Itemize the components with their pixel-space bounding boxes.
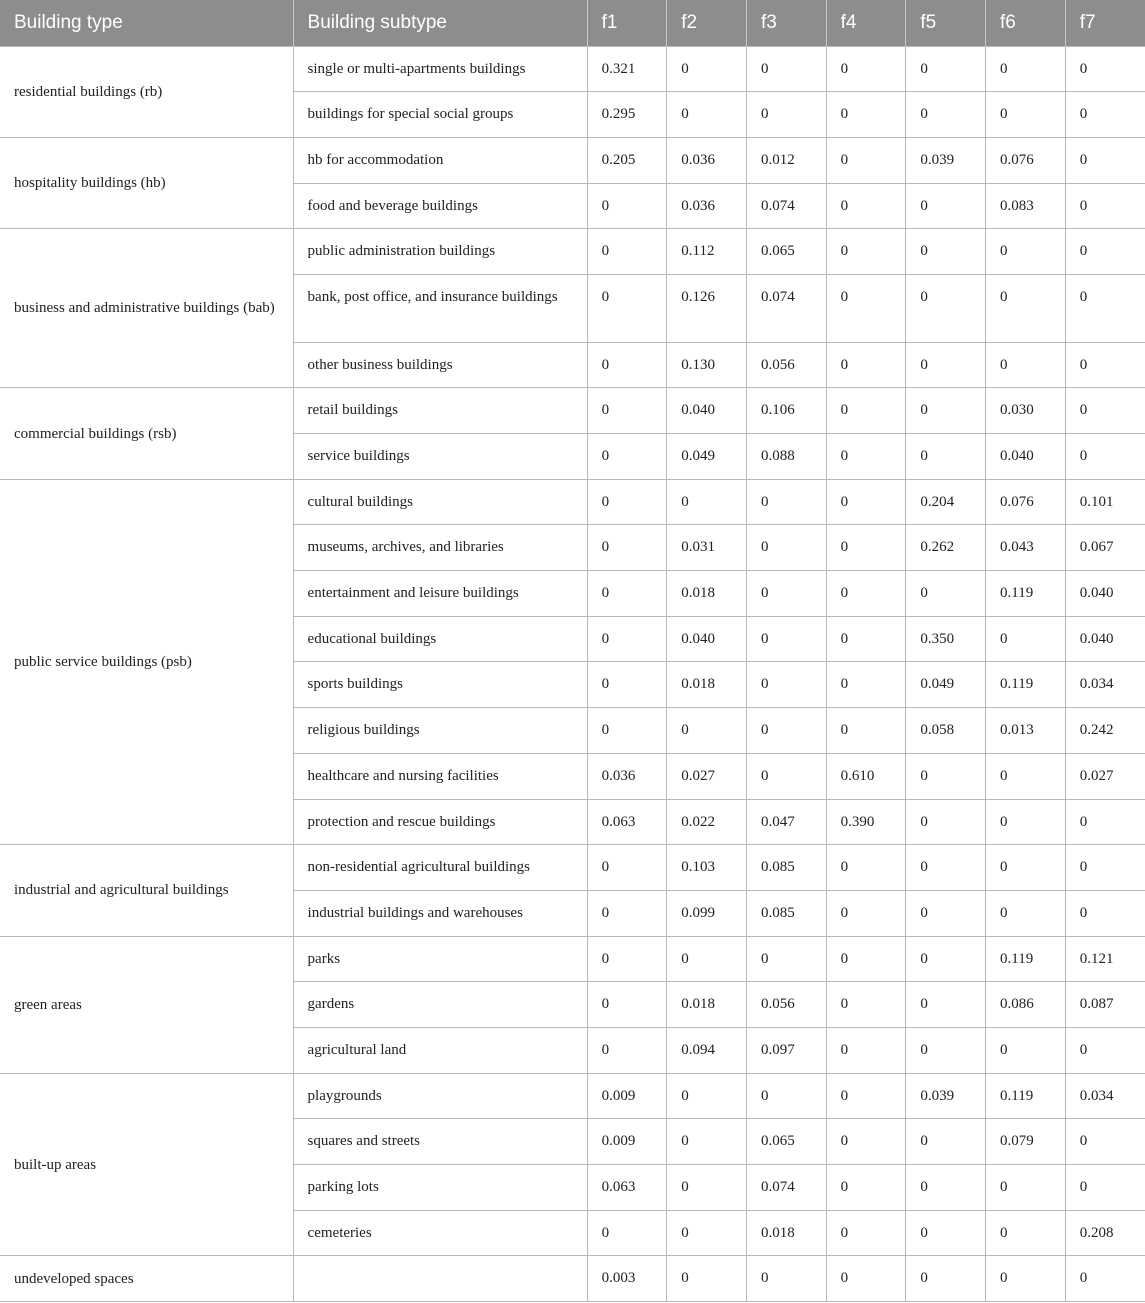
f5-value-cell: 0.204 (906, 479, 986, 525)
f4-value-cell: 0 (826, 137, 906, 183)
f5-value-cell: 0.039 (906, 137, 986, 183)
f4-value-cell: 0 (826, 845, 906, 891)
f1-value-cell: 0 (587, 890, 667, 936)
f7-value-cell: 0.087 (1065, 982, 1145, 1028)
f5-value-cell: 0 (906, 799, 986, 845)
building-subtype-cell: bank, post office, and insurance buildings (293, 274, 587, 342)
f4-value-cell: 0 (826, 982, 906, 1028)
f7-value-cell: 0.027 (1065, 753, 1145, 799)
building-subtype-cell: parking lots (293, 1165, 587, 1211)
f7-value-cell: 0 (1065, 1027, 1145, 1073)
building-subtype-cell: hb for accommodation (293, 137, 587, 183)
f6-value-cell: 0 (986, 616, 1066, 662)
f1-value-cell: 0.063 (587, 1165, 667, 1211)
header-building-type: Building type (0, 0, 293, 46)
f6-value-cell: 0 (986, 845, 1066, 891)
f6-value-cell: 0 (986, 799, 1066, 845)
f6-value-cell: 0.119 (986, 571, 1066, 617)
f2-value-cell: 0.022 (667, 799, 747, 845)
f6-value-cell: 0 (986, 753, 1066, 799)
f1-value-cell: 0 (587, 936, 667, 982)
f4-value-cell: 0 (826, 1073, 906, 1119)
f5-value-cell: 0 (906, 92, 986, 138)
f1-value-cell: 0 (587, 434, 667, 480)
building-subtype-cell: agricultural land (293, 1027, 587, 1073)
f3-value-cell: 0 (746, 479, 826, 525)
f1-value-cell: 0.009 (587, 1119, 667, 1165)
f3-value-cell: 0.106 (746, 388, 826, 434)
f3-value-cell: 0 (746, 46, 826, 92)
f6-value-cell: 0 (986, 1210, 1066, 1256)
f6-value-cell: 0.013 (986, 708, 1066, 754)
f3-value-cell: 0.097 (746, 1027, 826, 1073)
f3-value-cell: 0 (746, 571, 826, 617)
f3-value-cell: 0.065 (746, 229, 826, 275)
f3-value-cell: 0.065 (746, 1119, 826, 1165)
f7-value-cell: 0 (1065, 137, 1145, 183)
f2-value-cell: 0.040 (667, 616, 747, 662)
building-type-cell: commercial buildings (rsb) (0, 388, 293, 479)
f4-value-cell: 0 (826, 46, 906, 92)
f3-value-cell: 0.018 (746, 1210, 826, 1256)
header-f3: f3 (746, 0, 826, 46)
building-type-cell: built-up areas (0, 1073, 293, 1256)
f5-value-cell: 0.262 (906, 525, 986, 571)
building-subtype-cell: healthcare and nursing facilities (293, 753, 587, 799)
f2-value-cell: 0 (667, 1119, 747, 1165)
building-type-cell: business and administrative buildings (bab) (0, 229, 293, 388)
building-subtype-cell: other business buildings (293, 342, 587, 388)
f2-value-cell: 0.103 (667, 845, 747, 891)
f3-value-cell: 0 (746, 936, 826, 982)
table-row (0, 845, 1145, 891)
f4-value-cell: 0 (826, 708, 906, 754)
f3-value-cell: 0.088 (746, 434, 826, 480)
header-row (0, 0, 1145, 46)
f6-value-cell: 0.086 (986, 982, 1066, 1028)
table-row (0, 1256, 1145, 1302)
f3-value-cell: 0 (746, 708, 826, 754)
f7-value-cell: 0.242 (1065, 708, 1145, 754)
f1-value-cell: 0 (587, 479, 667, 525)
f6-value-cell: 0.030 (986, 388, 1066, 434)
f3-value-cell: 0.012 (746, 137, 826, 183)
f2-value-cell: 0.099 (667, 890, 747, 936)
building-subtype-cell: playgrounds (293, 1073, 587, 1119)
f7-value-cell: 0 (1065, 1165, 1145, 1211)
f7-value-cell: 0 (1065, 92, 1145, 138)
f7-value-cell: 0 (1065, 388, 1145, 434)
f2-value-cell: 0 (667, 479, 747, 525)
f7-value-cell: 0.121 (1065, 936, 1145, 982)
f4-value-cell: 0 (826, 616, 906, 662)
f6-value-cell: 0 (986, 274, 1066, 342)
f7-value-cell: 0 (1065, 434, 1145, 480)
building-subtype-cell: single or multi-apartments buildings (293, 46, 587, 92)
f6-value-cell: 0.076 (986, 479, 1066, 525)
f3-value-cell: 0.047 (746, 799, 826, 845)
f2-value-cell: 0.027 (667, 753, 747, 799)
f7-value-cell: 0.034 (1065, 1073, 1145, 1119)
f4-value-cell: 0 (826, 571, 906, 617)
building-subtype-cell: protection and rescue buildings (293, 799, 587, 845)
f5-value-cell: 0 (906, 46, 986, 92)
f5-value-cell: 0 (906, 1210, 986, 1256)
f5-value-cell: 0 (906, 982, 986, 1028)
f3-value-cell: 0 (746, 616, 826, 662)
f3-value-cell: 0 (746, 1073, 826, 1119)
f1-value-cell: 0 (587, 525, 667, 571)
f4-value-cell: 0 (826, 1165, 906, 1211)
f6-value-cell: 0 (986, 1165, 1066, 1211)
f7-value-cell: 0 (1065, 46, 1145, 92)
f3-value-cell: 0 (746, 525, 826, 571)
f1-value-cell: 0 (587, 571, 667, 617)
f5-value-cell: 0 (906, 936, 986, 982)
f7-value-cell: 0 (1065, 183, 1145, 229)
header-f5: f5 (906, 0, 986, 46)
header-building-subtype: Building subtype (293, 0, 587, 46)
f6-value-cell: 0.119 (986, 936, 1066, 982)
table-row (0, 46, 1145, 92)
f6-value-cell: 0 (986, 1027, 1066, 1073)
f3-value-cell: 0 (746, 1256, 826, 1302)
f1-value-cell: 0 (587, 845, 667, 891)
f1-value-cell: 0 (587, 274, 667, 342)
building-subtype-cell: squares and streets (293, 1119, 587, 1165)
f4-value-cell: 0 (826, 1256, 906, 1302)
f5-value-cell: 0 (906, 571, 986, 617)
building-subtype-cell: service buildings (293, 434, 587, 480)
building-subtype-cell: buildings for special social groups (293, 92, 587, 138)
f5-value-cell: 0.350 (906, 616, 986, 662)
building-type-cell: undeveloped spaces (0, 1256, 293, 1302)
f2-value-cell: 0 (667, 1073, 747, 1119)
building-subtype-cell: food and beverage buildings (293, 183, 587, 229)
f6-value-cell: 0 (986, 46, 1066, 92)
f6-value-cell: 0.040 (986, 434, 1066, 480)
f5-value-cell: 0 (906, 1027, 986, 1073)
f6-value-cell: 0 (986, 92, 1066, 138)
f1-value-cell: 0 (587, 1210, 667, 1256)
building-subtype-cell: entertainment and leisure buildings (293, 571, 587, 617)
f7-value-cell: 0 (1065, 890, 1145, 936)
header-f6: f6 (986, 0, 1066, 46)
f4-value-cell: 0 (826, 342, 906, 388)
f1-value-cell: 0 (587, 1027, 667, 1073)
f4-value-cell: 0 (826, 1027, 906, 1073)
f7-value-cell: 0 (1065, 229, 1145, 275)
f7-value-cell: 0 (1065, 799, 1145, 845)
table-body (0, 46, 1145, 1302)
f2-value-cell: 0 (667, 1210, 747, 1256)
f6-value-cell: 0.076 (986, 137, 1066, 183)
f6-value-cell: 0 (986, 342, 1066, 388)
f2-value-cell: 0.094 (667, 1027, 747, 1073)
f1-value-cell: 0 (587, 229, 667, 275)
building-type-cell: public service buildings (psb) (0, 479, 293, 845)
f7-value-cell: 0.040 (1065, 571, 1145, 617)
f2-value-cell: 0 (667, 92, 747, 138)
f5-value-cell: 0 (906, 183, 986, 229)
f4-value-cell: 0 (826, 479, 906, 525)
f6-value-cell: 0.079 (986, 1119, 1066, 1165)
f7-value-cell: 0 (1065, 342, 1145, 388)
f6-value-cell: 0.043 (986, 525, 1066, 571)
f3-value-cell: 0 (746, 753, 826, 799)
f4-value-cell: 0 (826, 890, 906, 936)
f5-value-cell: 0 (906, 890, 986, 936)
building-subtype-cell: industrial buildings and warehouses (293, 890, 587, 936)
f2-value-cell: 0 (667, 708, 747, 754)
f4-value-cell: 0 (826, 525, 906, 571)
f3-value-cell: 0 (746, 92, 826, 138)
f2-value-cell: 0.130 (667, 342, 747, 388)
table-row (0, 388, 1145, 434)
f7-value-cell: 0.208 (1065, 1210, 1145, 1256)
f7-value-cell: 0 (1065, 1256, 1145, 1302)
f7-value-cell: 0.034 (1065, 662, 1145, 708)
building-subtype-cell: cultural buildings (293, 479, 587, 525)
f7-value-cell: 0.101 (1065, 479, 1145, 525)
building-subtype-cell: retail buildings (293, 388, 587, 434)
f2-value-cell: 0 (667, 936, 747, 982)
header-f7: f7 (1065, 0, 1145, 46)
f1-value-cell: 0 (587, 183, 667, 229)
f2-value-cell: 0.036 (667, 137, 747, 183)
f7-value-cell: 0 (1065, 845, 1145, 891)
f1-value-cell: 0 (587, 616, 667, 662)
f1-value-cell: 0.036 (587, 753, 667, 799)
f3-value-cell: 0.074 (746, 1165, 826, 1211)
f1-value-cell: 0.003 (587, 1256, 667, 1302)
f2-value-cell: 0.049 (667, 434, 747, 480)
f4-value-cell: 0 (826, 229, 906, 275)
f6-value-cell: 0 (986, 1256, 1066, 1302)
f7-value-cell: 0.067 (1065, 525, 1145, 571)
f5-value-cell: 0 (906, 434, 986, 480)
f4-value-cell: 0 (826, 183, 906, 229)
table-row (0, 229, 1145, 275)
f7-value-cell: 0 (1065, 274, 1145, 342)
f6-value-cell: 0.119 (986, 662, 1066, 708)
f5-value-cell: 0 (906, 229, 986, 275)
f2-value-cell: 0.036 (667, 183, 747, 229)
building-subtype-cell: gardens (293, 982, 587, 1028)
building-subtype-cell: cemeteries (293, 1210, 587, 1256)
f2-value-cell: 0.018 (667, 662, 747, 708)
table-row (0, 936, 1145, 982)
f2-value-cell: 0 (667, 1165, 747, 1211)
f7-value-cell: 0 (1065, 1119, 1145, 1165)
f2-value-cell: 0.018 (667, 982, 747, 1028)
table-row (0, 137, 1145, 183)
building-subtype-cell: non-residential agricultural buildings (293, 845, 587, 891)
building-type-cell: hospitality buildings (hb) (0, 137, 293, 228)
f3-value-cell: 0.074 (746, 274, 826, 342)
f1-value-cell: 0.205 (587, 137, 667, 183)
f2-value-cell: 0 (667, 1256, 747, 1302)
f2-value-cell: 0 (667, 46, 747, 92)
table-row (0, 479, 1145, 525)
f5-value-cell: 0 (906, 753, 986, 799)
f4-value-cell: 0 (826, 388, 906, 434)
f3-value-cell: 0.074 (746, 183, 826, 229)
f5-value-cell: 0 (906, 1165, 986, 1211)
f4-value-cell: 0.610 (826, 753, 906, 799)
f2-value-cell: 0.126 (667, 274, 747, 342)
f1-value-cell: 0 (587, 388, 667, 434)
building-subtype-cell: public administration buildings (293, 229, 587, 275)
f1-value-cell: 0.295 (587, 92, 667, 138)
f3-value-cell: 0.085 (746, 845, 826, 891)
f5-value-cell: 0 (906, 845, 986, 891)
f1-value-cell: 0.063 (587, 799, 667, 845)
f6-value-cell: 0.119 (986, 1073, 1066, 1119)
building-subtype-cell: parks (293, 936, 587, 982)
f5-value-cell: 0 (906, 1119, 986, 1165)
f3-value-cell: 0 (746, 662, 826, 708)
f6-value-cell: 0.083 (986, 183, 1066, 229)
building-type-cell: residential buildings (rb) (0, 46, 293, 137)
f1-value-cell: 0 (587, 342, 667, 388)
building-subtype-cell: religious buildings (293, 708, 587, 754)
f1-value-cell: 0 (587, 708, 667, 754)
f4-value-cell: 0 (826, 274, 906, 342)
f4-value-cell: 0 (826, 1210, 906, 1256)
f3-value-cell: 0.056 (746, 982, 826, 1028)
f5-value-cell: 0.049 (906, 662, 986, 708)
f4-value-cell: 0 (826, 92, 906, 138)
f5-value-cell: 0 (906, 342, 986, 388)
header-f1: f1 (587, 0, 667, 46)
f4-value-cell: 0 (826, 1119, 906, 1165)
f1-value-cell: 0.321 (587, 46, 667, 92)
f1-value-cell: 0 (587, 662, 667, 708)
f2-value-cell: 0.031 (667, 525, 747, 571)
f6-value-cell: 0 (986, 890, 1066, 936)
f3-value-cell: 0.085 (746, 890, 826, 936)
header-f4: f4 (826, 0, 906, 46)
building-subtype-cell: museums, archives, and libraries (293, 525, 587, 571)
building-subtype-cell: educational buildings (293, 616, 587, 662)
f1-value-cell: 0.009 (587, 1073, 667, 1119)
f6-value-cell: 0 (986, 229, 1066, 275)
f5-value-cell: 0.058 (906, 708, 986, 754)
header-f2: f2 (667, 0, 747, 46)
table-row (0, 1073, 1145, 1119)
f1-value-cell: 0 (587, 982, 667, 1028)
f2-value-cell: 0.112 (667, 229, 747, 275)
f3-value-cell: 0.056 (746, 342, 826, 388)
building-subtype-cell (293, 1256, 587, 1302)
f4-value-cell: 0 (826, 662, 906, 708)
f7-value-cell: 0.040 (1065, 616, 1145, 662)
f4-value-cell: 0 (826, 936, 906, 982)
building-type-cell: green areas (0, 936, 293, 1073)
f2-value-cell: 0.018 (667, 571, 747, 617)
f5-value-cell: 0.039 (906, 1073, 986, 1119)
f4-value-cell: 0 (826, 434, 906, 480)
f5-value-cell: 0 (906, 1256, 986, 1302)
f5-value-cell: 0 (906, 388, 986, 434)
f4-value-cell: 0.390 (826, 799, 906, 845)
f5-value-cell: 0 (906, 274, 986, 342)
building-type-cell: industrial and agricultural buildings (0, 845, 293, 936)
f2-value-cell: 0.040 (667, 388, 747, 434)
building-subtype-cell: sports buildings (293, 662, 587, 708)
